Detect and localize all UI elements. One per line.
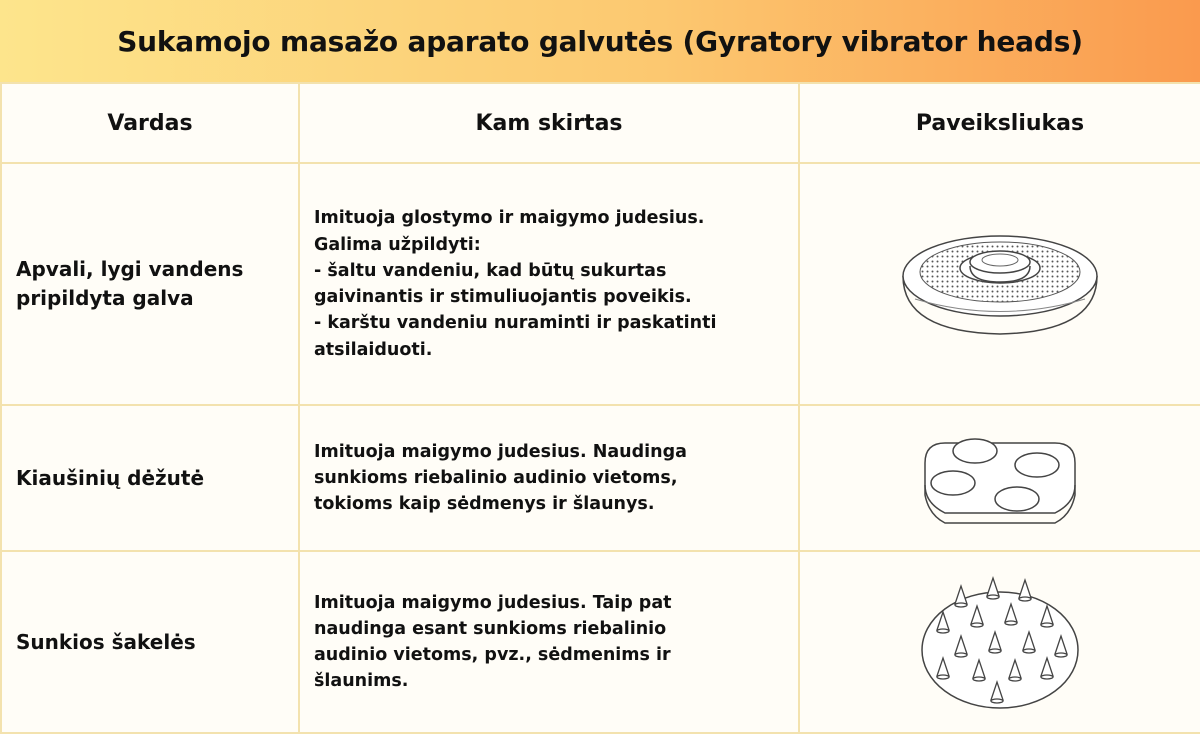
egg-box-head-icon — [915, 423, 1085, 533]
row-purpose-line: sunkioms riebalinio audinio vietoms, — [314, 467, 678, 488]
header-name: Vardas — [1, 83, 299, 163]
heavy-spikes-head-icon — [915, 572, 1085, 712]
row-name-line: Kiaušinių dėžutė — [16, 465, 205, 490]
table-row — [1, 405, 1200, 551]
table-header-row — [1, 83, 1200, 163]
row-name-line: Sunkios šakelės — [16, 629, 196, 654]
row-name-line: pripildyta galva — [16, 286, 194, 310]
row-purpose-line: šlaunims. — [314, 671, 409, 692]
table-row — [1, 551, 1200, 733]
title-bar — [0, 0, 1200, 82]
heads-table — [0, 82, 1200, 734]
row-name — [1, 551, 299, 733]
water-filled-round-head-icon — [895, 224, 1105, 344]
row-name — [1, 405, 299, 551]
row-purpose — [299, 163, 799, 405]
row-picture — [799, 163, 1200, 405]
header-purpose: Kam skirtas — [299, 83, 799, 163]
row-purpose-line: Galima užpildyti: — [314, 234, 481, 255]
row-purpose-line: tokioms kaip sėdmenys ir šlaunys. — [314, 494, 655, 515]
row-name — [1, 163, 299, 405]
row-purpose-line: audinio vietoms, pvz., sėdmenims ir — [314, 645, 671, 665]
row-purpose-line: - šaltu vandeniu, kad būtų sukurtas — [314, 260, 667, 281]
page-title: Sukamojo masažo aparato galvutės (Gyratory vibrator heads) — [117, 24, 1083, 58]
row-purpose — [299, 551, 799, 733]
row-purpose-line: Imituoja maigymo judesius. Naudinga — [314, 441, 687, 462]
row-name-line: Apvali, lygi vandens — [16, 257, 244, 281]
row-purpose-line: - karštu vandeniu nuraminti ir paskatinti — [314, 313, 717, 334]
row-purpose-line: naudinga esant sunkioms riebalinio — [314, 618, 667, 639]
table-row — [1, 163, 1200, 405]
row-purpose-line: gaivinantis ir stimuliuojantis poveikis. — [314, 287, 692, 307]
row-purpose-line: Imituoja maigymo judesius. Taip pat — [314, 592, 672, 613]
row-picture — [799, 405, 1200, 551]
row-purpose — [299, 405, 799, 551]
row-purpose-line: atsilaiduoti. — [314, 339, 433, 360]
header-picture: Paveiksliukas — [799, 83, 1200, 163]
row-purpose-line: Imituoja glostymo ir maigymo judesius. — [314, 208, 705, 229]
row-picture — [799, 551, 1200, 733]
